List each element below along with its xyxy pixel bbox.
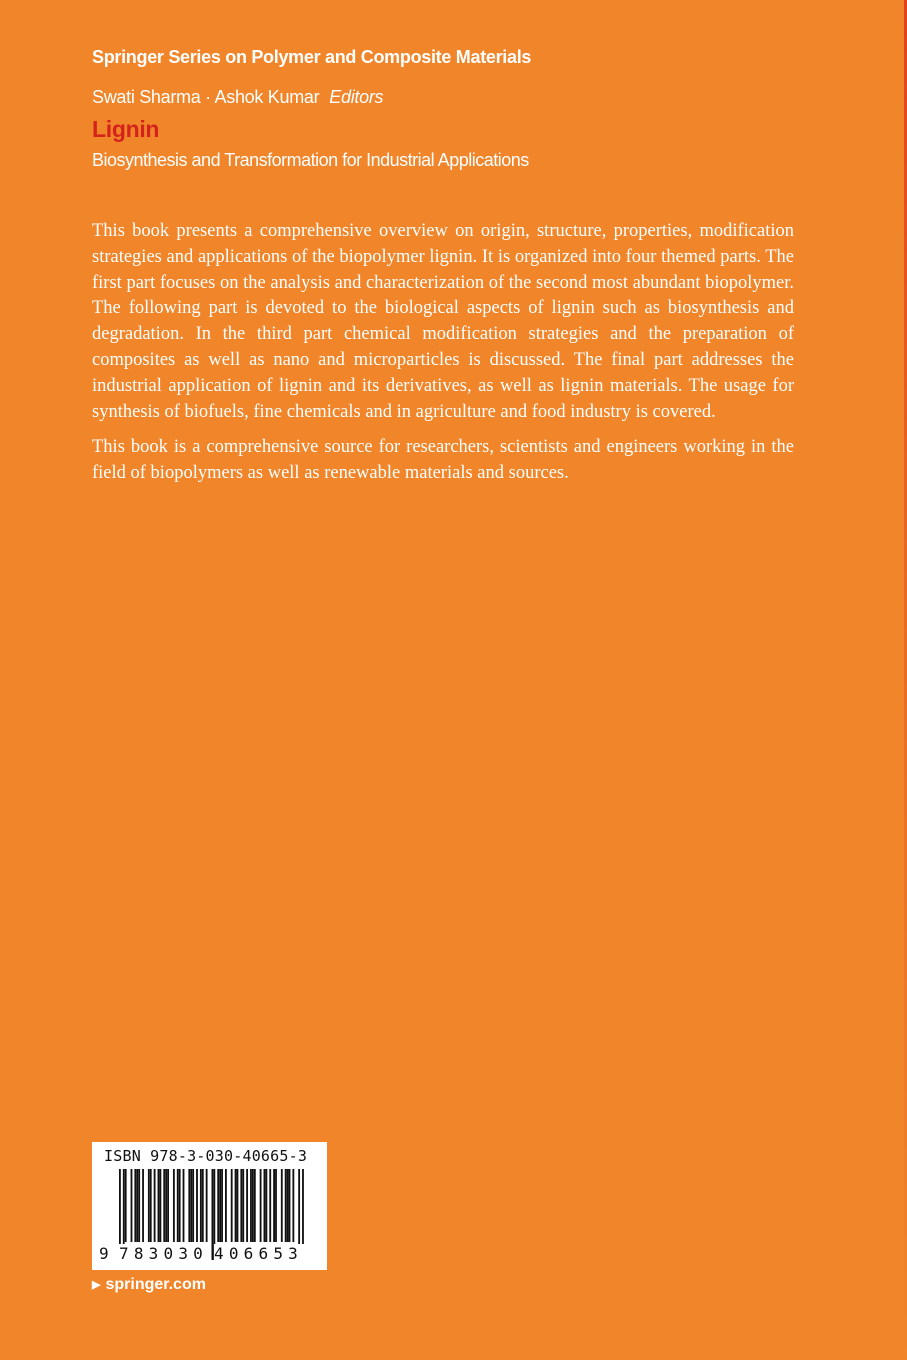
book-title: Lignin [92,116,160,142]
barcode-bar [275,1169,277,1242]
barcode-bar [287,1169,289,1242]
barcode-box [92,1142,327,1270]
barcode-bar [292,1169,294,1242]
barcode-bar [167,1169,169,1242]
series-title: Springer Series on Polymer and Composite Materials [92,47,532,67]
barcode-bar [159,1169,161,1242]
barcode-bar [196,1169,198,1242]
barcode-bar [134,1169,136,1242]
barcode-bar [285,1169,287,1242]
barcode-bar [148,1169,150,1242]
barcode-bar [225,1169,227,1242]
barcode-bar [138,1169,140,1242]
barcode-bar [165,1169,167,1242]
editors-line [92,87,383,108]
barcode-bar [190,1169,192,1242]
blurb [92,219,794,497]
barcode-bar [221,1169,223,1242]
barcode-bar [173,1169,175,1242]
blurb-paragraph-1: This book presents a comprehensive overview on origin, structure, properties, modification strategies and applications of the biopolymer lignin. It is organized into four themed parts. The first part focuses on the analysis and characterization of the second most abundant biopolymer. The following part is devoted to the biological aspects of lignin such as biosynthesis and degradation. In the third part chemical modification strategies and the preparation of composites as well as nano and microparticles is discussed. The final part addresses the industrial application of lignin and its derivatives, as well as lignin materials. The usage for synthesis of biofuels, fine chemicals and in agriculture and food industry is covered. [92,221,794,422]
website-link[interactable] [92,1276,206,1294]
barcode-bar [177,1169,179,1242]
barcode-bar [289,1169,291,1242]
barcode-bar [188,1169,190,1242]
barcode-bar [206,1169,208,1242]
barcode-bar [192,1169,194,1242]
barcode-bar [252,1169,254,1242]
barcode-bar [273,1169,275,1242]
barcode-bar [264,1169,266,1242]
barcode-bar [179,1169,181,1242]
barcode-digits-right: 406653 [214,1244,303,1263]
barcode-bar [246,1169,248,1242]
barcode-bar [254,1169,256,1242]
barcode-bar [219,1169,221,1242]
barcode-bar [131,1169,133,1242]
barcode-bar [154,1169,156,1242]
barcode-bar [269,1169,271,1242]
barcode-bar [202,1169,204,1242]
barcode-bar [231,1169,233,1242]
barcode-bar [136,1169,138,1242]
book-subtitle: Biosynthesis and Transformation for Industrial Applications [92,150,529,170]
barcode-bar [240,1169,242,1242]
barcode-bar [237,1169,239,1242]
triangle-right-icon: ▶ [92,1279,101,1291]
isbn-label: ISBN 978-3-030-40665-3 [104,1147,308,1165]
barcode-bar [158,1169,160,1242]
barcode-bar [260,1169,262,1242]
barcode-bar [150,1169,152,1242]
barcode-bar [163,1169,165,1242]
barcode-digits-left: 783030 [119,1244,208,1263]
website-text: springer.com [105,1276,206,1293]
editor-names: Swati Sharma · Ashok Kumar [92,87,320,107]
barcode-bar [217,1169,219,1242]
barcode-bar [250,1169,252,1242]
blurb-paragraph-2: This book is a comprehensive source for researchers, scientists and engineers working in the field of biopolymers as well as renewable materials and sources. [92,437,794,484]
barcode-digit-first: 9 [99,1244,109,1263]
barcode-bar [265,1169,267,1242]
barcode-bar [200,1169,202,1242]
barcode-bar [235,1169,237,1242]
barcode-bar [142,1169,144,1242]
editors-role: Editors [329,87,384,107]
barcode-bar [281,1169,283,1242]
barcode-bar [183,1169,185,1242]
barcode-bar [242,1169,244,1242]
barcode-bar [125,1169,127,1242]
